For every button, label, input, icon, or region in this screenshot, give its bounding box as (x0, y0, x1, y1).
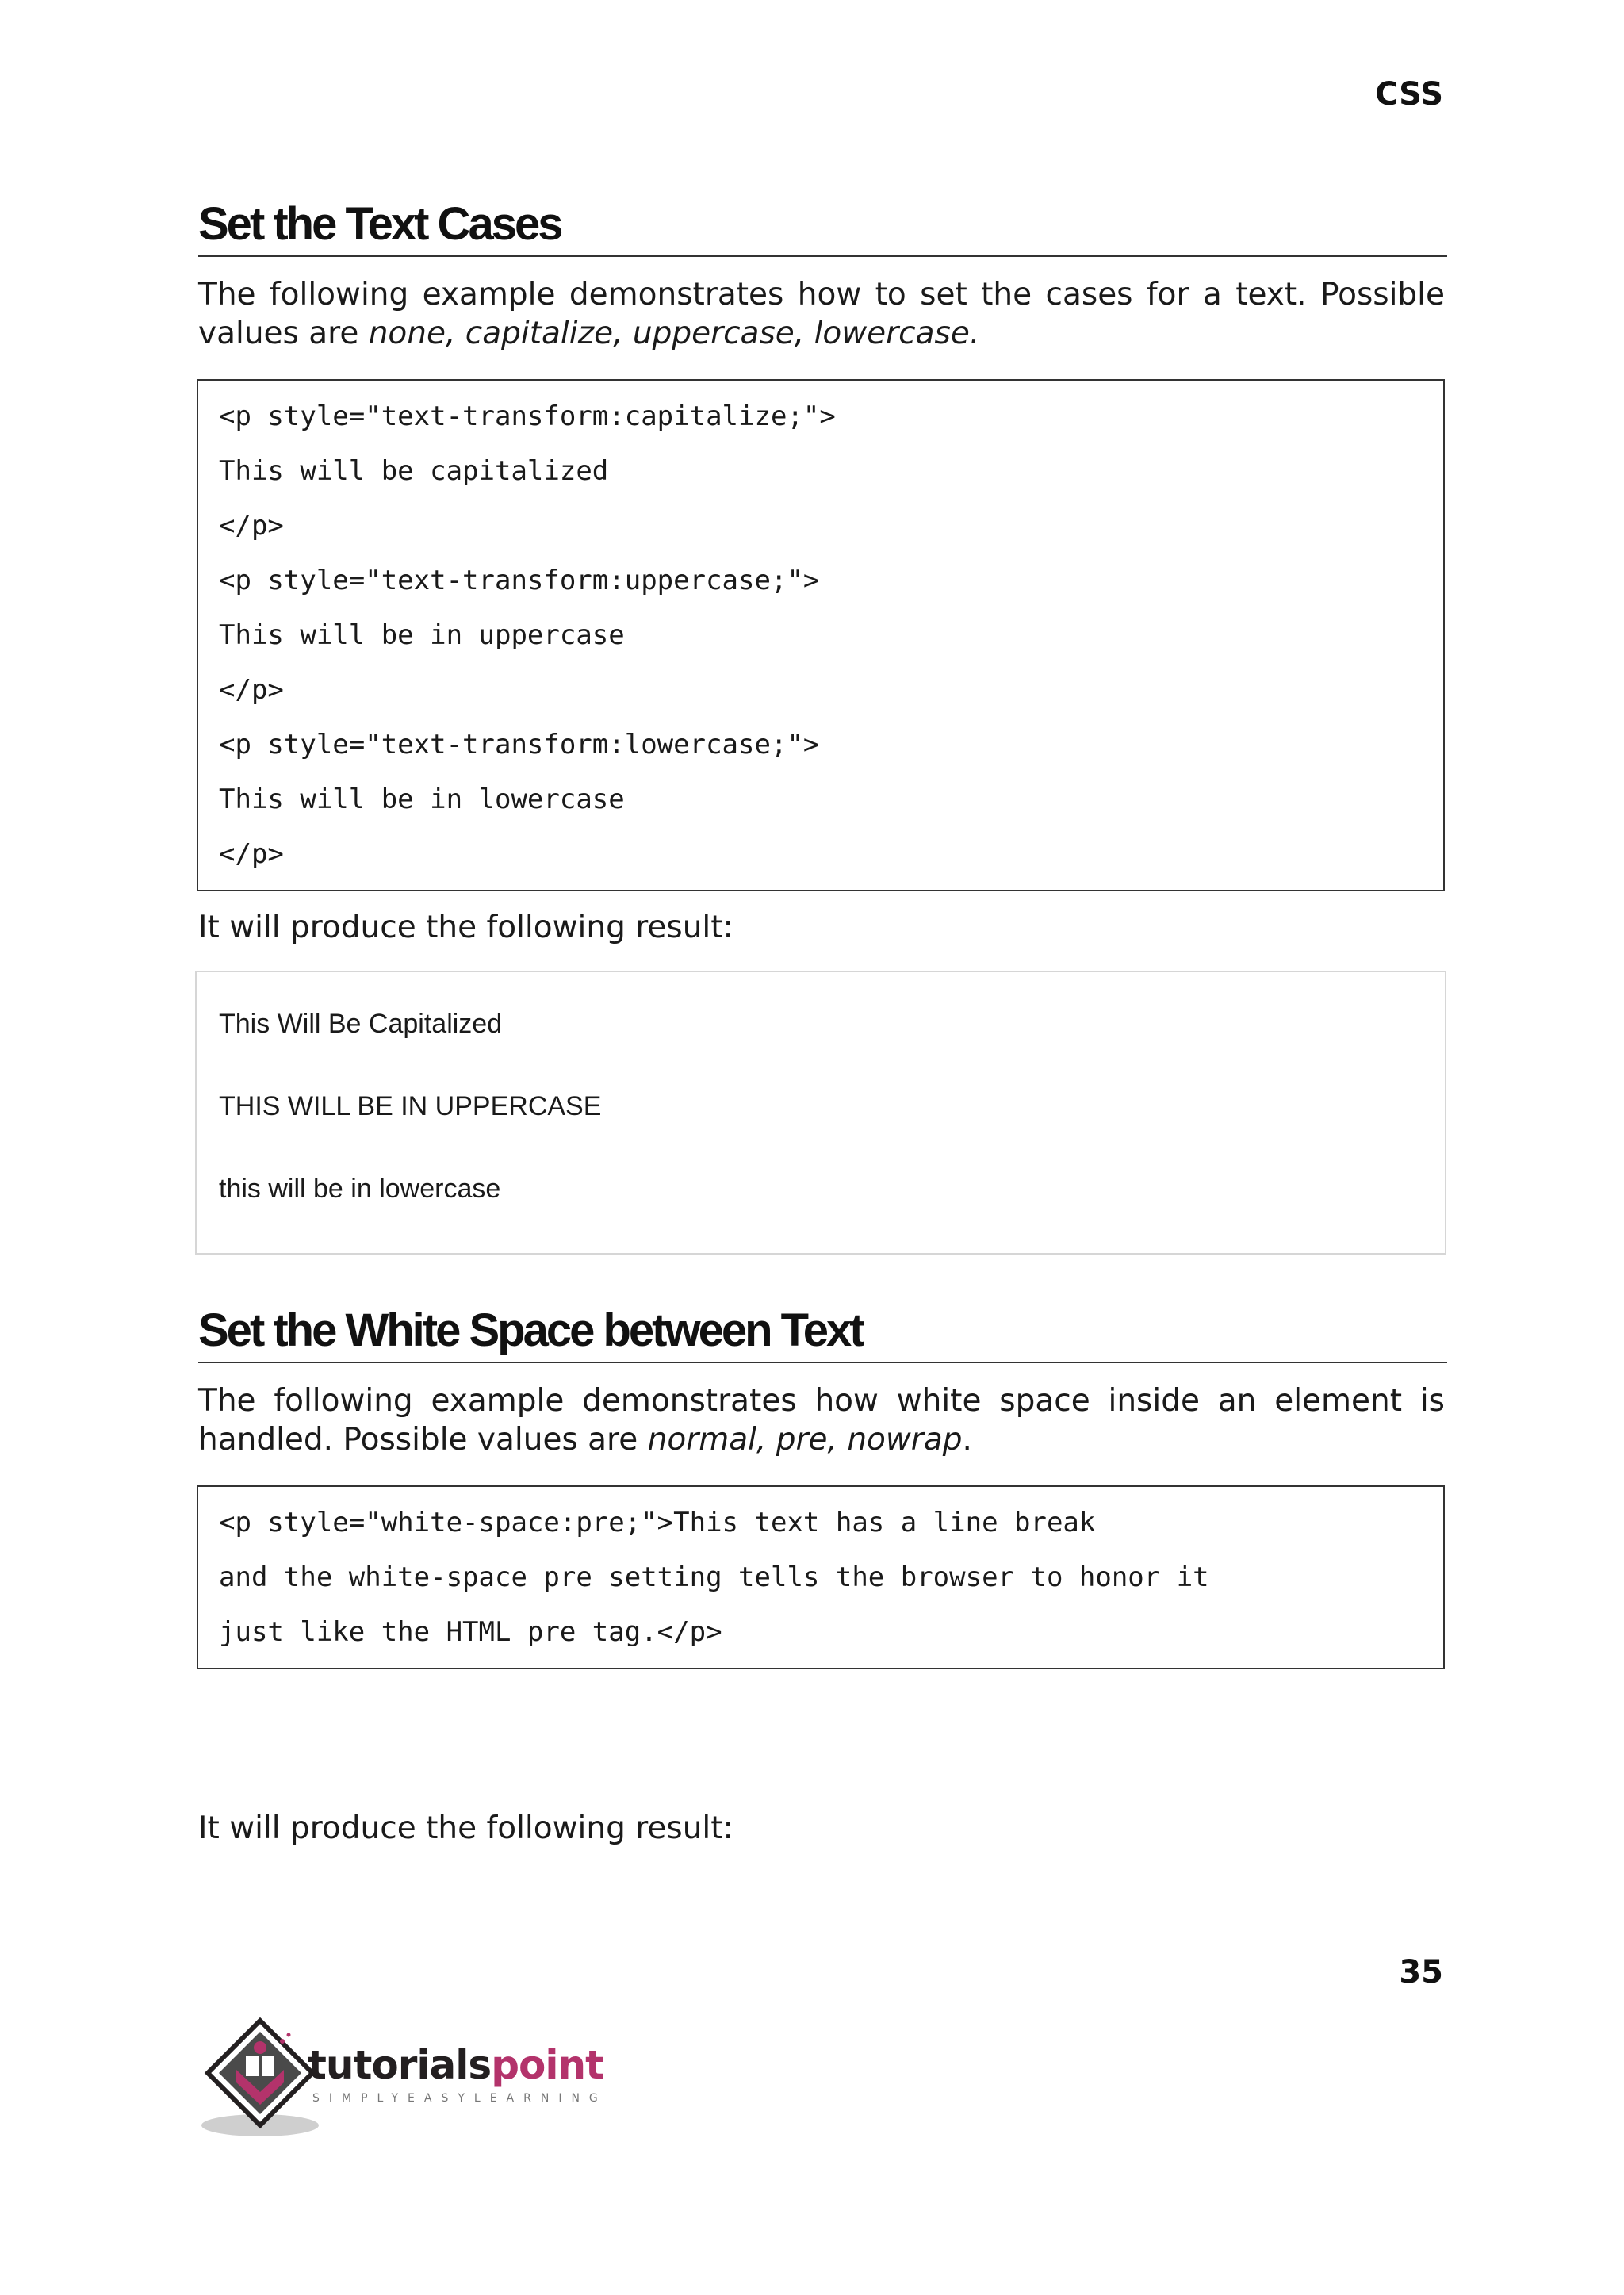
code-line: </p> (219, 674, 284, 706)
section-intro-white-space (198, 1381, 1445, 1459)
running-header: CSS (1375, 76, 1443, 113)
page-number: 35 (1399, 1954, 1443, 1990)
tutorialspoint-logo (197, 2014, 609, 2141)
code-line: </p> (219, 838, 284, 870)
result-label: It will produce the following result: (198, 1810, 733, 1846)
intro-values: none, capitalize, uppercase, lowercase. (368, 316, 980, 351)
logo-wordmark (308, 2043, 603, 2087)
code-line: just like the HTML pre tag.</p> (219, 1616, 722, 1648)
output-line: this will be in lowercase (219, 1174, 501, 1204)
intro-text: The following example demonstrates how white space inside an element is handled. Possible values are (198, 1383, 1445, 1458)
intro-values: normal, pre, nowrap (647, 1422, 963, 1458)
code-block-white-space (197, 1485, 1445, 1669)
output-block-text-cases (195, 971, 1446, 1255)
section-heading-white-space: Set the White Space between Text (198, 1303, 1447, 1363)
logo-word-dark: tutorials (308, 2042, 492, 2088)
result-label: It will produce the following result: (198, 910, 733, 945)
code-line: and the white-space pre setting tells the browser to honor it (219, 1561, 1209, 1593)
code-line: This will be in uppercase (219, 619, 625, 651)
code-line: This will be capitalized (219, 455, 609, 487)
output-line: THIS WILL BE IN UPPERCASE (219, 1091, 602, 1121)
code-line: <p style="white-space:pre;">This text has a line break (219, 1507, 1096, 1538)
tutorialspoint-diamond-logo-icon (197, 2014, 324, 2141)
intro-text: The following example demonstrates how to set the cases for a text. Possible values are (198, 277, 1445, 351)
section-intro-text-cases (198, 275, 1445, 353)
section-heading-text-cases: Set the Text Cases (198, 197, 1447, 257)
logo-tagline: SIMPLYEASYLEARNING (312, 2092, 607, 2105)
logo-word-accent: point (491, 2042, 603, 2088)
code-line: <p style="text-transform:uppercase;"> (219, 565, 820, 596)
intro-end: . (962, 1422, 972, 1458)
code-line: <p style="text-transform:capitalize;"> (219, 400, 836, 432)
code-line: </p> (219, 510, 284, 542)
code-line: This will be in lowercase (219, 784, 625, 815)
output-line: This Will Be Capitalized (219, 1009, 503, 1039)
code-block-text-cases (197, 379, 1445, 891)
code-line: <p style="text-transform:lowercase;"> (219, 729, 820, 761)
